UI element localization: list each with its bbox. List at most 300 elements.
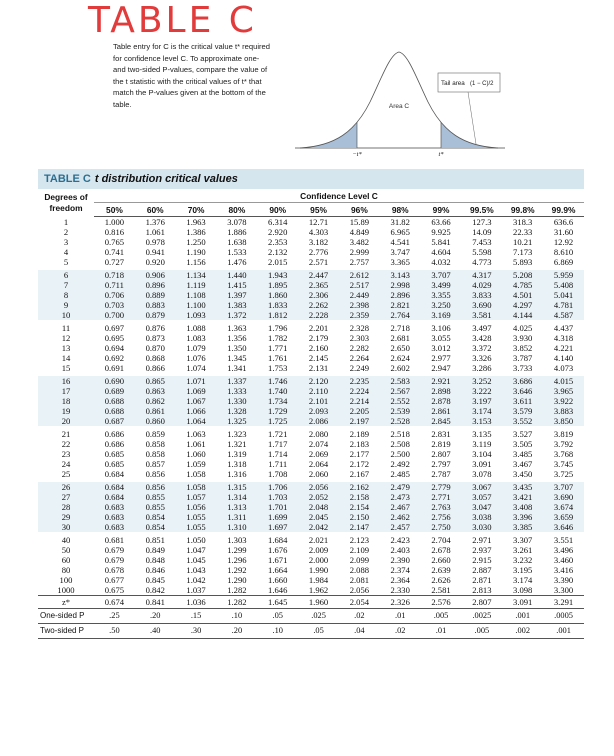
table-row: [38, 512, 584, 522]
critical-value-cell: 2.681: [390, 333, 410, 343]
critical-value-cell: 2.861: [421, 406, 462, 416]
critical-value-cell: 3.581: [461, 310, 502, 320]
critical-value-cell: 2.639: [431, 565, 451, 575]
right-tail-shade: [441, 122, 490, 147]
critical-value-cell: 2.624: [390, 353, 410, 363]
critical-value-cell: 0.876: [145, 323, 165, 333]
critical-value-cell: 1.860: [257, 290, 298, 300]
critical-value-cell: 3.396: [502, 512, 543, 522]
critical-value-cell: 3.707: [421, 270, 462, 280]
critical-value-cell: 1.386: [186, 227, 206, 237]
critical-value-cell: 5.959: [543, 270, 584, 280]
df-cell: 7: [38, 280, 94, 290]
one-sided-p-row: [38, 609, 584, 624]
critical-value-cell: 3.057: [461, 492, 502, 502]
z-star-value-cell: 2.807: [461, 596, 502, 609]
critical-value-cell: 2.552: [380, 396, 421, 406]
critical-value-cell: 0.848: [145, 555, 165, 565]
critical-value-cell: 1.093: [176, 310, 217, 320]
critical-value-cell: 0.681: [104, 535, 125, 545]
df-cell: 21: [61, 429, 71, 439]
critical-value-cell: 5.041: [543, 290, 584, 300]
critical-value-cell: 1.703: [257, 492, 298, 502]
table-row: [38, 522, 584, 532]
critical-value-cell: 2.398: [339, 300, 380, 310]
critical-value-cell: 1.292: [227, 565, 247, 575]
critical-value-cell: 1.299: [227, 545, 247, 555]
tail-area-label: Tail area: [441, 80, 465, 87]
critical-value-cell: 1.725: [257, 416, 298, 426]
critical-value-cell: 9.925: [431, 227, 451, 237]
critical-value-cell: 1.079: [186, 343, 206, 353]
critical-value-cell: 3.261: [513, 545, 533, 555]
critical-value-cell: 0.694: [104, 343, 125, 353]
table-row: [38, 353, 584, 363]
critical-value-cell: 2.896: [380, 290, 421, 300]
critical-value-cell: 2.235: [339, 376, 380, 386]
critical-value-cell: 1.337: [216, 376, 257, 386]
confidence-levels-row: [38, 203, 584, 217]
confidence-level-header: 96%: [339, 203, 380, 217]
df-cell: 9: [38, 300, 94, 310]
critical-value-cell: 2.776: [308, 247, 329, 257]
critical-value-cell: 3.169: [421, 310, 462, 320]
critical-value-cell: 2.328: [349, 323, 370, 333]
critical-value-cell: 2.303: [349, 333, 370, 343]
p-value-cell: .15: [176, 609, 217, 624]
table-row: [38, 343, 584, 353]
critical-value-cell: 12.92: [553, 237, 574, 247]
critical-value-cell: 2.485: [390, 469, 410, 479]
critical-value-cell: 3.930: [513, 333, 533, 343]
critical-value-cell: 3.038: [461, 512, 502, 522]
critical-value-cell: 3.646: [502, 386, 543, 396]
df-cell: 5: [63, 257, 69, 267]
critical-value-cell: 2.160: [308, 343, 329, 353]
critical-value-cell: 1.886: [227, 227, 247, 237]
critical-value-cell: 3.365: [390, 257, 410, 267]
critical-value-cell: 1.330: [216, 396, 257, 406]
tail-area-pointer: [468, 92, 476, 144]
critical-value-cell: 2.660: [431, 555, 451, 565]
critical-value-cell: 0.688: [94, 406, 135, 416]
critical-value-cell: 1.045: [186, 555, 206, 565]
critical-value-cell: 0.978: [145, 237, 165, 247]
critical-value-cell: 2.189: [349, 429, 370, 439]
critical-value-cell: 2.845: [421, 416, 462, 426]
critical-value-cell: 4.221: [553, 343, 574, 353]
critical-value-cell: 4.073: [553, 363, 574, 373]
critical-value-cell: 3.012: [431, 343, 451, 353]
critical-value-cell: 1.671: [268, 555, 288, 565]
critical-value-cell: 0.700: [94, 310, 135, 320]
critical-value-cell: 1.376: [145, 217, 165, 227]
critical-value-cell: 2.819: [431, 439, 451, 449]
critical-value-cell: 3.883: [543, 406, 584, 416]
critical-value-cell: 3.551: [553, 535, 574, 545]
critical-value-cell: 2.602: [390, 363, 410, 373]
critical-value-cell: 2.678: [431, 545, 451, 555]
critical-value-cell: 2.612: [339, 270, 380, 280]
critical-value-cell: 1.345: [227, 353, 247, 363]
df-cell: 50: [61, 545, 71, 555]
critical-value-cell: 3.611: [502, 396, 543, 406]
critical-value-cell: 2.508: [390, 439, 410, 449]
p-value-cell: .10: [257, 624, 298, 639]
critical-value-cell: 1.250: [186, 237, 206, 247]
critical-value-cell: 0.854: [135, 522, 176, 532]
p-value-cell: .001: [543, 624, 584, 639]
critical-value-cell: 2.492: [390, 459, 410, 469]
critical-value-cell: 0.703: [94, 300, 135, 310]
critical-value-cell: 2.887: [472, 565, 492, 575]
critical-value-cell: 2.787: [431, 469, 451, 479]
table-row: [38, 585, 584, 596]
confidence-level-header: 95%: [298, 203, 339, 217]
critical-value-cell: 1.311: [216, 512, 257, 522]
table-row: [38, 502, 584, 512]
critical-value-cell: 0.846: [145, 565, 165, 575]
confidence-level-header: 80%: [216, 203, 257, 217]
table-row: [38, 535, 584, 545]
critical-value-cell: 4.144: [502, 310, 543, 320]
p-value-cell: .05: [298, 624, 339, 639]
critical-value-cell: 3.030: [461, 522, 502, 532]
critical-value-cell: 2.064: [308, 459, 329, 469]
critical-value-cell: 0.677: [104, 575, 125, 585]
p-value-cell: .05: [257, 609, 298, 624]
critical-value-cell: 2.920: [268, 227, 288, 237]
critical-value-cell: 2.797: [431, 459, 451, 469]
p-value-cell: .025: [298, 609, 339, 624]
critical-value-cell: 2.228: [298, 310, 339, 320]
critical-value-cell: 2.581: [431, 585, 451, 595]
critical-value-cell: 0.683: [94, 512, 135, 522]
critical-value-cell: 3.467: [513, 459, 533, 469]
critical-value-cell: 3.497: [472, 323, 492, 333]
critical-value-cell: 2.080: [308, 429, 329, 439]
df-cell: 12: [61, 333, 71, 343]
critical-value-cell: 5.841: [431, 237, 451, 247]
table-row: [38, 429, 584, 439]
critical-value-cell: 1.066: [176, 406, 217, 416]
critical-value-cell: 0.920: [145, 257, 165, 267]
critical-value-cell: 0.851: [145, 535, 165, 545]
critical-value-cell: 3.792: [553, 439, 574, 449]
critical-value-cell: 1.729: [257, 406, 298, 416]
critical-value-cell: 0.683: [94, 522, 135, 532]
critical-value-cell: 5.598: [472, 247, 492, 257]
table-row: [38, 363, 584, 373]
critical-value-cell: 3.250: [421, 300, 462, 310]
z-star-value-cell: 1.645: [257, 596, 298, 609]
z-star-value-cell: 1.036: [176, 596, 217, 609]
critical-value-cell: 22.33: [513, 227, 533, 237]
critical-value-cell: 318.3: [513, 217, 533, 227]
critical-value-cell: 2.147: [339, 522, 380, 532]
critical-value-cell: 0.688: [94, 396, 135, 406]
critical-value-cell: 1.043: [186, 565, 206, 575]
critical-value-cell: 2.088: [349, 565, 370, 575]
critical-value-cell: 1.356: [227, 333, 247, 343]
df-cell: 27: [38, 492, 94, 502]
critical-value-cell: 3.428: [472, 333, 492, 343]
critical-value-cell: 0.861: [135, 406, 176, 416]
critical-value-cell: 0.685: [104, 459, 125, 469]
critical-value-cell: 1.056: [176, 502, 217, 512]
critical-value-cell: 2.539: [380, 406, 421, 416]
confidence-level-header: 99.5%: [461, 203, 502, 217]
z-star-value-cell: 0.841: [135, 596, 176, 609]
critical-value-cell: 6.869: [553, 257, 574, 267]
critical-value-cell: 10.21: [513, 237, 533, 247]
critical-value-cell: 3.674: [543, 502, 584, 512]
table-row: [38, 227, 584, 237]
critical-value-cell: 2.183: [349, 439, 370, 449]
critical-value-cell: 0.687: [94, 416, 135, 426]
df-cell: 25: [61, 469, 71, 479]
critical-value-cell: 1.314: [216, 492, 257, 502]
critical-value-cell: 3.850: [543, 416, 584, 426]
critical-value-cell: 2.353: [268, 237, 288, 247]
t-distribution-figure: [290, 32, 520, 157]
critical-value-cell: 0.868: [145, 353, 165, 363]
critical-value-cell: 4.587: [543, 310, 584, 320]
critical-value-cell: 0.856: [135, 482, 176, 492]
critical-value-cell: 2.099: [349, 555, 370, 565]
critical-value-cell: 2.145: [308, 353, 329, 363]
critical-value-cell: 0.691: [104, 363, 125, 373]
df-cell: 1: [63, 216, 69, 227]
critical-value-cell: 2.264: [349, 353, 370, 363]
critical-value-cell: 4.781: [543, 300, 584, 310]
critical-value-cell: 0.765: [104, 237, 125, 247]
critical-value-cell: 2.154: [339, 502, 380, 512]
z-star-value-cell: 1.282: [216, 596, 257, 609]
critical-value-cell: 1.063: [186, 429, 206, 439]
critical-value-cell: 3.307: [513, 535, 533, 545]
critical-value-cell: 3.496: [553, 545, 574, 555]
critical-value-cell: 2.871: [472, 575, 492, 585]
critical-value-cell: 1.055: [176, 512, 217, 522]
confidence-level-header: 98%: [380, 203, 421, 217]
critical-value-cell: 0.679: [104, 545, 125, 555]
z-star-value-cell: 1.960: [298, 596, 339, 609]
df-cell: 6: [38, 270, 94, 280]
critical-value-cell: 0.896: [135, 280, 176, 290]
critical-value-cell: 4.849: [349, 227, 370, 237]
critical-value-cell: 1.984: [308, 575, 329, 585]
critical-value-cell: 0.870: [145, 343, 165, 353]
critical-value-cell: 2.197: [339, 416, 380, 426]
critical-value-cell: 1.708: [268, 469, 288, 479]
critical-value-cell: 2.249: [349, 363, 370, 373]
critical-value-cell: 2.132: [268, 247, 288, 257]
critical-value-cell: 2.048: [298, 502, 339, 512]
critical-value-cell: 1.303: [227, 535, 247, 545]
critical-value-cell: 1.660: [268, 575, 288, 585]
critical-value-cell: 4.015: [543, 376, 584, 386]
critical-value-cell: 0.941: [145, 247, 165, 257]
critical-value-cell: 1.055: [176, 522, 217, 532]
critical-value-cell: 3.833: [461, 290, 502, 300]
critical-value-cell: 2.813: [472, 585, 492, 595]
table-row: [38, 545, 584, 555]
critical-value-cell: 12.71: [308, 217, 329, 227]
df-cell: 100: [59, 575, 73, 585]
df-cell: 3: [63, 237, 69, 247]
critical-value-cell: 2.457: [380, 522, 421, 532]
critical-value-cell: 1.638: [227, 237, 247, 247]
critical-value-cell: 0.679: [104, 555, 125, 565]
table-row: [38, 459, 584, 469]
critical-value-cell: 4.032: [431, 257, 451, 267]
critical-value-cell: 2.718: [390, 323, 410, 333]
critical-value-cell: 3.852: [513, 343, 533, 353]
critical-value-cell: 1.088: [186, 323, 206, 333]
critical-value-cell: 1.990: [308, 565, 329, 575]
critical-value-cell: 2.214: [339, 396, 380, 406]
table-row: [38, 439, 584, 449]
df-cell: 23: [61, 449, 71, 459]
critical-value-cell: 1.699: [257, 512, 298, 522]
neg-tstar-label: −t*: [352, 151, 362, 157]
table-caption-bar: [38, 169, 584, 189]
critical-value-cell: 1.064: [176, 416, 217, 426]
critical-value-cell: 2.898: [421, 386, 462, 396]
critical-value-cell: 63.66: [431, 217, 451, 227]
df-cell: 1000: [57, 585, 75, 595]
df-cell: 60: [61, 555, 71, 565]
critical-value-cell: 3.091: [472, 459, 492, 469]
critical-value-cell: 3.182: [308, 237, 329, 247]
critical-value-cell: 0.816: [104, 227, 125, 237]
critical-value-cell: 2.000: [308, 555, 329, 565]
critical-value-cell: 3.460: [553, 555, 574, 565]
critical-value-cell: 1.833: [257, 300, 298, 310]
df-cell: 8: [38, 290, 94, 300]
critical-value-cell: 2.081: [349, 575, 370, 585]
df-cell: 17: [38, 386, 94, 396]
table-row: [38, 247, 584, 257]
critical-value-cell: 4.785: [502, 280, 543, 290]
critical-value-cell: 3.922: [543, 396, 584, 406]
critical-value-cell: 1.383: [216, 300, 257, 310]
df-cell: 4: [63, 247, 69, 257]
critical-value-cell: 3.078: [472, 469, 492, 479]
critical-value-cell: 636.6: [553, 217, 574, 227]
critical-value-cell: 3.135: [472, 429, 492, 439]
critical-value-cell: 3.355: [421, 290, 462, 300]
critical-value-cell: 2.158: [339, 492, 380, 502]
critical-value-cell: 0.862: [135, 396, 176, 406]
critical-value-cell: 2.306: [298, 290, 339, 300]
critical-value-cell: 0.718: [94, 270, 135, 280]
critical-value-cell: 2.467: [380, 502, 421, 512]
critical-value-cell: 3.390: [553, 575, 574, 585]
critical-value-cell: 0.865: [135, 376, 176, 386]
critical-value-cell: 3.104: [472, 449, 492, 459]
critical-value-cell: 2.179: [308, 333, 329, 343]
critical-value-cell: 0.678: [104, 565, 125, 575]
critical-value-cell: 2.423: [390, 535, 410, 545]
critical-value-cell: 15.89: [349, 217, 370, 227]
critical-value-cell: 2.364: [390, 575, 410, 585]
critical-value-cell: 0.690: [94, 376, 135, 386]
table-row: [38, 396, 584, 406]
z-star-value-cell: 2.576: [421, 596, 462, 609]
critical-value-cell: 1.350: [227, 343, 247, 353]
p-value-cell: .002: [502, 624, 543, 639]
critical-value-cell: 2.201: [308, 323, 329, 333]
table-row: [38, 449, 584, 459]
critical-value-cell: 0.863: [135, 386, 176, 396]
critical-value-cell: 3.300: [553, 585, 574, 595]
critical-value-cell: 3.195: [513, 565, 533, 575]
table-caption-title: t distribution critical values: [94, 173, 238, 185]
critical-value-cell: 1.717: [268, 439, 288, 449]
p-value-cell: .20: [216, 624, 257, 639]
critical-value-cell: 2.807: [431, 449, 451, 459]
table-row: [38, 376, 584, 386]
tail-area-formula: (1 − C)/2: [470, 81, 494, 87]
critical-value-cell: 1.341: [227, 363, 247, 373]
critical-value-cell: 2.093: [298, 406, 339, 416]
critical-value-cell: 0.741: [104, 247, 125, 257]
critical-value-cell: 0.849: [145, 545, 165, 555]
critical-value-cell: 3.450: [513, 469, 533, 479]
critical-value-cell: 3.143: [380, 270, 421, 280]
critical-value-cell: 1.895: [257, 280, 298, 290]
critical-value-cell: 31.82: [390, 217, 410, 227]
critical-value-cell: 2.052: [298, 492, 339, 502]
critical-value-cell: 3.707: [543, 482, 584, 492]
table-row: [38, 492, 584, 502]
table-row: [38, 290, 584, 300]
area-c-label: Area C: [388, 103, 410, 110]
confidence-level-header: 99%: [421, 203, 462, 217]
confidence-level-header: 90%: [257, 203, 298, 217]
critical-value-cell: 4.140: [553, 353, 574, 363]
pos-tstar-label: t*: [438, 151, 444, 157]
df-cell: 29: [38, 512, 94, 522]
df-cell: 18: [38, 396, 94, 406]
critical-value-cell: 2.528: [380, 416, 421, 426]
table-row: [38, 416, 584, 426]
critical-value-cell: 2.571: [308, 257, 329, 267]
critical-value-cell: 3.222: [461, 386, 502, 396]
critical-value-cell: 5.893: [513, 257, 533, 267]
critical-value-cell: 3.106: [431, 323, 451, 333]
critical-value-cell: 2.947: [431, 363, 451, 373]
table-row: [38, 310, 584, 320]
confidence-level-header: 99.9%: [543, 203, 584, 217]
critical-value-cell: 0.727: [104, 257, 125, 267]
critical-value-cell: 1.057: [176, 492, 217, 502]
critical-value-cell: 2.915: [472, 555, 492, 565]
critical-value-cell: 1.962: [308, 585, 329, 595]
critical-value-cell: 3.690: [543, 492, 584, 502]
critical-value-cell: 2.500: [390, 449, 410, 459]
table-row: [38, 217, 584, 228]
critical-value-cell: 1.108: [176, 290, 217, 300]
p-value-cell: .10: [216, 609, 257, 624]
critical-value-cell: 3.174: [461, 406, 502, 416]
table-row: [38, 482, 584, 492]
critical-value-cell: 1.318: [227, 459, 247, 469]
critical-value-cell: 1.076: [186, 353, 206, 363]
critical-value-cell: 2.060: [308, 469, 329, 479]
